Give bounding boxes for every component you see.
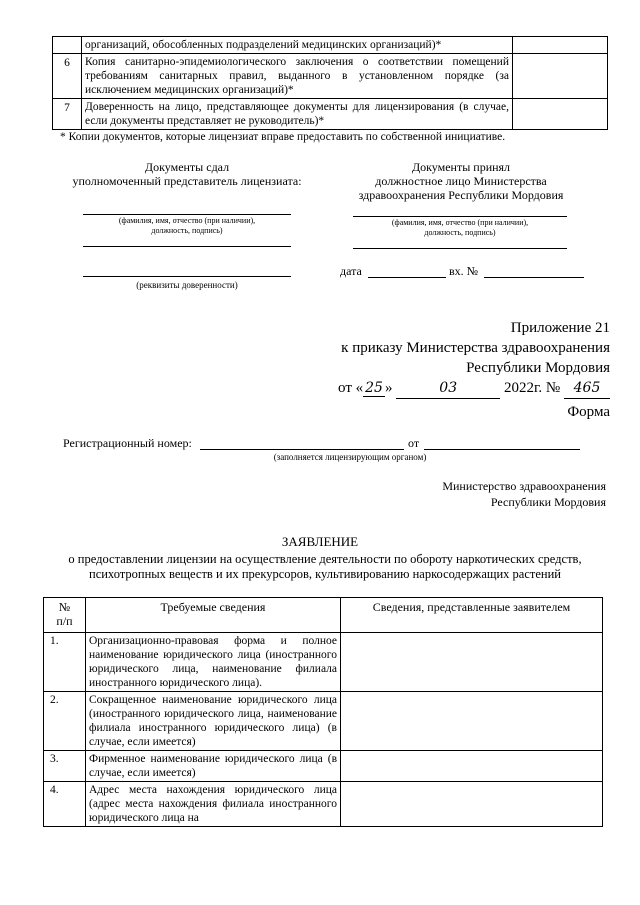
statement-title: ЗАЯВЛЕНИЕ xyxy=(281,534,359,549)
row-text: Организационно-правовая форма и полное наименование юридического лица (иностранного юридического лица, наименование филиала иностранного юридического лица). xyxy=(86,633,341,692)
documents-list-table xyxy=(52,36,608,130)
order-number: 465 xyxy=(564,378,610,399)
row-text: Копия санитарно-эпидемиологического заключения о соответствии помещений требованиям санитарных правил, выданного в установленном порядке (за исключением медицинских организаций)* xyxy=(82,54,513,99)
form-label: Форма xyxy=(567,404,610,420)
row-number: 7 xyxy=(53,99,82,130)
row-text: Адрес места нахождения юридического лица (адрес места нахождения филиала иностранного юридического лица на xyxy=(86,782,341,827)
order-day: 25 xyxy=(365,380,383,396)
left-signature-heading: Документы сдал уполномоченный представитель лицензиата: xyxy=(72,160,302,188)
date-label: дата xyxy=(340,264,362,278)
row-value-cell xyxy=(513,37,608,54)
signature-caption: (фамилия, имя, отчество (при наличии), должность, подпись) xyxy=(391,218,529,237)
appendix-header: Приложение 21 к приказу Министерства здравоохранения Республики Мордовия от « 25 » 03 2022г. № 465 xyxy=(338,318,610,399)
table-row xyxy=(53,99,608,130)
table-row xyxy=(53,54,608,99)
row-number: 4. xyxy=(44,782,86,827)
row-number: 6 xyxy=(53,54,82,99)
row-answer-cell[interactable] xyxy=(341,692,603,751)
row-answer-cell[interactable] xyxy=(341,633,603,692)
table-row xyxy=(53,37,608,54)
order-date-line: от « 25 » 03 2022г. № 465 xyxy=(338,378,610,399)
registration-number-line xyxy=(200,449,404,450)
proxy-caption: (реквизиты доверенности) xyxy=(136,280,238,290)
row-value-cell xyxy=(513,54,608,99)
proxy-line xyxy=(83,276,291,277)
inbox-number-label: вх. № xyxy=(449,264,479,278)
column-provided-header: Сведения, представленные заявителем xyxy=(341,598,603,633)
registration-from-label: от xyxy=(408,436,420,450)
addressee: Министерство здравоохранения Республики Мордовия xyxy=(442,479,606,509)
row-answer-cell[interactable] xyxy=(341,751,603,782)
statement-table xyxy=(43,597,603,827)
registration-number-label: Регистрационный номер: xyxy=(63,436,192,450)
row-answer-cell[interactable] xyxy=(341,782,603,827)
statement-subtitle: о предоставлении лицензии на осуществление деятельности по обороту наркотических средств, психотропных веществ и их прекурсоров, культивированию наркосодержащих растений xyxy=(68,552,582,581)
inbox-number-line xyxy=(484,277,584,278)
date-line xyxy=(368,277,446,278)
signature-line xyxy=(83,214,291,215)
row-text: организаций, обособленных подразделений медицинских организаций)* xyxy=(82,37,513,54)
row-text: Сокращенное наименование юридического лица (иностранного юридического лица, наименование филиала иностранного юридического лица) (в случае, если имеется) xyxy=(86,692,341,751)
row-number: 2. xyxy=(44,692,86,751)
table-row xyxy=(44,751,603,782)
column-required-header: Требуемые сведения xyxy=(86,598,341,633)
table-row xyxy=(44,782,603,827)
row-value-cell xyxy=(513,99,608,130)
signature-line xyxy=(353,248,567,249)
row-text: Фирменное наименование юридического лица (в случае, если имеется) xyxy=(86,751,341,782)
table-row xyxy=(44,633,603,692)
row-text: Доверенность на лицо, представляющее документы для лицензирования (в случае, если документы представляет не руководитель)* xyxy=(82,99,513,130)
registration-caption: (заполняется лицензирующим органом) xyxy=(273,452,427,462)
signature-line xyxy=(353,216,567,217)
table-row xyxy=(44,692,603,751)
signature-line xyxy=(83,246,291,247)
footnote: * Копии документов, которые лицензиат вправе предоставить по собственной инициативе. xyxy=(60,131,506,143)
row-number xyxy=(53,37,82,54)
row-number: 3. xyxy=(44,751,86,782)
row-number: 1. xyxy=(44,633,86,692)
column-number-header: № п/п xyxy=(44,598,86,633)
order-month: 03 xyxy=(396,378,500,399)
registration-date-line xyxy=(424,449,580,450)
signature-caption: (фамилия, имя, отчество (при наличии), должность, подпись) xyxy=(118,216,256,235)
table-header-row xyxy=(44,598,603,633)
right-signature-heading: Документы принял должностное лицо Министерства здравоохранения Республики Мордовия xyxy=(358,160,564,202)
